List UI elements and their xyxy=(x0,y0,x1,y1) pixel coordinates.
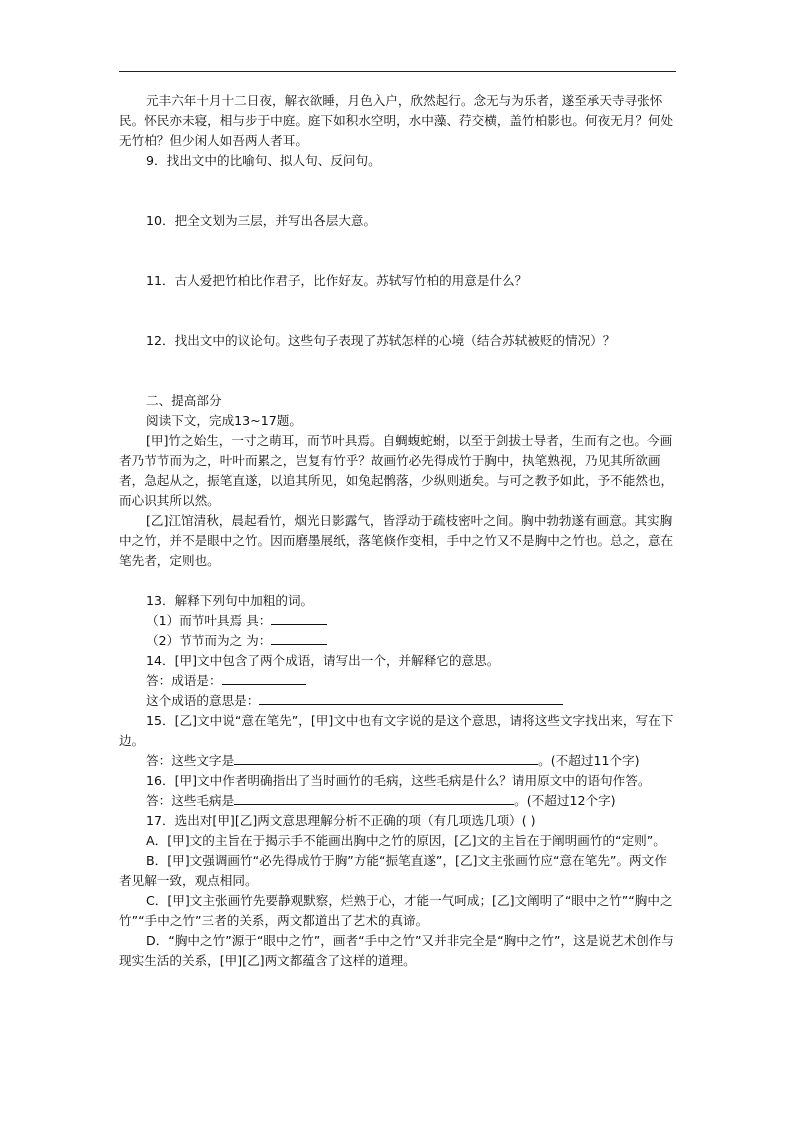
question-13-1: （1）而节叶具焉 具： xyxy=(119,611,679,631)
question-17-option-b: B．[甲]文强调画竹“必先得成竹于胸”方能“振笔直遂”，[乙]文主张画竹应“意在笔先”。两文作者见解一致，观点相同。 xyxy=(119,853,667,888)
question-17-option-d: D．“胸中之竹”源于“眼中之竹”，画者“手中之竹”又并非完全是“胸中之竹”，这是说艺术创作与现实生活的关系，[甲][乙]两文都蕴含了这样的道理。 xyxy=(119,933,674,968)
question-13: 13．解释下列句中加粗的词。 xyxy=(146,593,314,608)
question-15: 15．[乙]文中说“意在笔先”，[甲]文中也有文字说的是这个意思，请将这些文字找出来，写在下边。 xyxy=(119,713,674,748)
answer-blank[interactable] xyxy=(234,791,514,805)
question-10: 10．把全文划为三层，并写出各层大意。 xyxy=(146,213,377,228)
document-body xyxy=(119,91,679,971)
answer-blank[interactable] xyxy=(271,611,327,625)
question-9: 9．找出文中的比喻句、拟人句、反问句。 xyxy=(146,153,381,168)
question-16-answer: 答：这些毛病是 。(不超过12个字) xyxy=(146,793,616,808)
passage-yi: [乙]江馆清秋，晨起看竹，烟光日影露气，皆浮动于疏枝密叶之间。胸中勃勃遂有画意。其实胸中之竹，并不是眼中之竹。因而磨墨展纸，落笔倏作变相，手中之竹又不是胸中之竹也。总之，意在笔先者，定则也。 xyxy=(119,513,674,568)
question-12: 12．找出文中的议论句。这些句子表现了苏轼怎样的心境（结合苏轼被贬的情况）？ xyxy=(146,333,616,348)
question-13-2: （2）节节而为之 为： xyxy=(119,631,679,651)
question-14-answer-2: 这个成语的意思是： xyxy=(119,691,679,711)
question-16: 16．[甲]文中作者明确指出了当时画竹的毛病，这些毛病是什么？请用原文中的语句作答。 xyxy=(146,773,651,788)
question-15-answer: 答：这些文字是 。(不超过11个字) xyxy=(146,753,640,768)
answer-blank[interactable] xyxy=(234,751,538,765)
passage-jia: [甲]竹之始生，一寸之萌耳，而节叶具焉。自蜩蝮蛇蚹，以至于剑拔士导者，生而有之也。今画者乃节节而为之，叶叶而累之，岂复有竹乎？故画竹必先得成竹于胸中，执笔熟视，乃见其所欲画者，急起从之，振笔直遂，以追其所见，如兔起鹘落，少纵则逝矣。与可之教予如此，予不能然也，而心识其所以然。 xyxy=(119,433,674,508)
section-2-heading: 二、提高部分 xyxy=(146,393,222,408)
question-14-answer-1: 答：成语是： xyxy=(119,671,679,691)
question-14: 14．[甲]文中包含了两个成语，请写出一个，并解释它的意思。 xyxy=(146,653,500,668)
question-17: 17．选出对[甲][乙]两文意思理解分析不正确的项（有几项选几项）( ) xyxy=(146,813,536,828)
question-17-option-c: C．[甲]文主张画竹先要静观默察，烂熟于心，才能一气呵成；[乙]文阐明了“眼中之竹”“胸中之竹”“手中之竹”三者的关系，两文都道出了艺术的真谛。 xyxy=(119,893,673,928)
instruction: 阅读下文，完成13~17题。 xyxy=(146,413,302,428)
answer-blank[interactable] xyxy=(259,691,563,705)
header-rule xyxy=(119,71,676,72)
question-17-option-a: A．[甲]文的主旨在于揭示手不能画出胸中之竹的原因，[乙]文的主旨在于阐明画竹的“定则”。 xyxy=(146,833,666,848)
answer-blank[interactable] xyxy=(222,671,306,685)
passage-1: 元丰六年十月十二日夜，解衣欲睡，月色入户，欣然起行。念无与为乐者，遂至承天寺寻张怀民。怀民亦未寝，相与步于中庭。庭下如积水空明，水中藻、荇交横，盖竹柏影也。何夜无月？何处无竹柏？但少闲人如吾两人者耳。 xyxy=(119,93,674,148)
answer-blank[interactable] xyxy=(271,631,327,645)
question-11: 11．古人爱把竹柏比作君子，比作好友。苏轼写竹柏的用意是什么？ xyxy=(146,273,528,288)
